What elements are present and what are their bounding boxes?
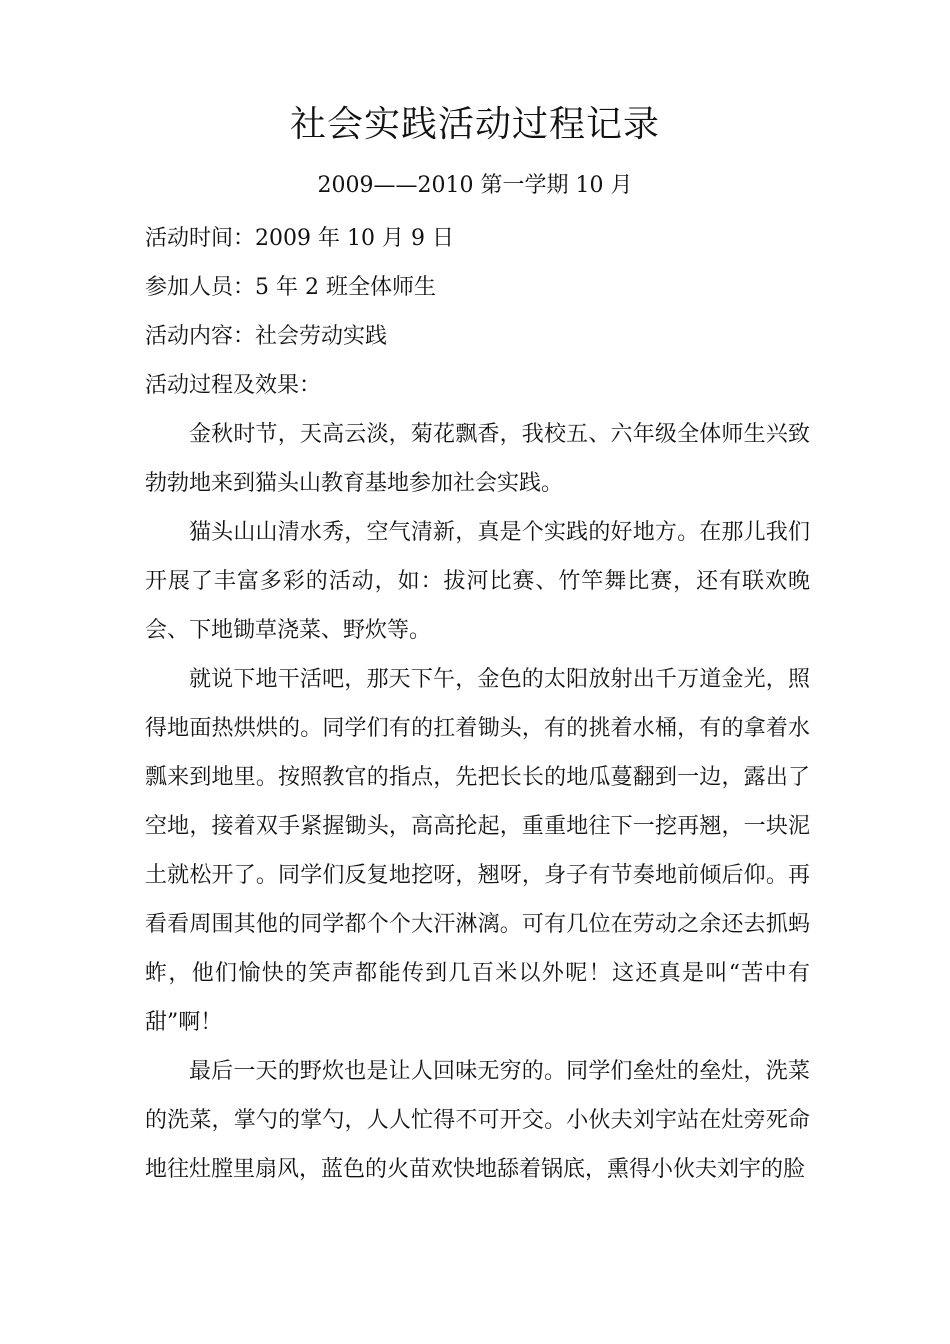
document-subtitle: 2009——2010 第一学期 10 月 <box>317 173 633 198</box>
field-activity-time <box>145 214 810 263</box>
field-label: 活动过程及效果： <box>145 373 322 398</box>
field-value: 2009 年 10 月 9 日 <box>255 226 454 251</box>
paragraph-1: 金秋时节，天高云淡，菊花飘香，我校五、六年级全体师生兴致勃勃地来到猫头山教育基地参加社会实践。 <box>145 422 810 496</box>
document-title: 社会实践活动过程记录 <box>289 104 660 145</box>
field-label: 活动时间： <box>145 226 256 251</box>
field-value: 社会劳动实践 <box>255 324 388 349</box>
field-process-and-effect <box>145 361 810 410</box>
field-participants <box>145 263 810 312</box>
paragraph-2: 猫头山山清水秀，空气清新，真是个实践的好地方。在那儿我们开展了丰富多彩的活动，如：拔河比赛、竹竿舞比赛，还有联欢晚会、下地锄草浇菜、野炊等。 <box>145 520 810 643</box>
field-value: 5 年 2 班全体师生 <box>255 275 436 300</box>
paragraph-4: 最后一天的野炊也是让人回味无穷的。同学们垒灶的垒灶，洗菜的洗菜，掌勺的掌勺，人人忙得不可开交。小伙夫刘宇站在灶旁死命地往灶膛里扇风，蓝色的火苗欢快地舔着锅底，熏得小伙夫刘宇的脸 <box>145 1059 810 1182</box>
paragraph-3: 就说下地干活吧，那天下午，金色的太阳放射出千万道金光，照得地面热烘烘的。同学们有的扛着锄头，有的挑着水桶，有的拿着水瓢来到地里。按照教官的指点，先把长长的地瓜蔓翻到一边，露出了空地，接着双手紧握锄头，高高抡起，重重地往下一挖再翘，一块泥土就松开了。同学们反复地挖呀，翘呀，身子有节奏地前倾后仰。再看看周围其他的同学都个个大汗淋漓。可有几位在劳动之余还去抓蚂蚱，他们愉快的笑声都能传到几百米以外呢！这还真是叫“苦中有甜”啊！ <box>145 667 810 1035</box>
document-body <box>145 214 810 1194</box>
field-activity-content <box>145 312 810 361</box>
field-label: 活动内容： <box>145 324 256 349</box>
field-label: 参加人员： <box>145 275 256 300</box>
